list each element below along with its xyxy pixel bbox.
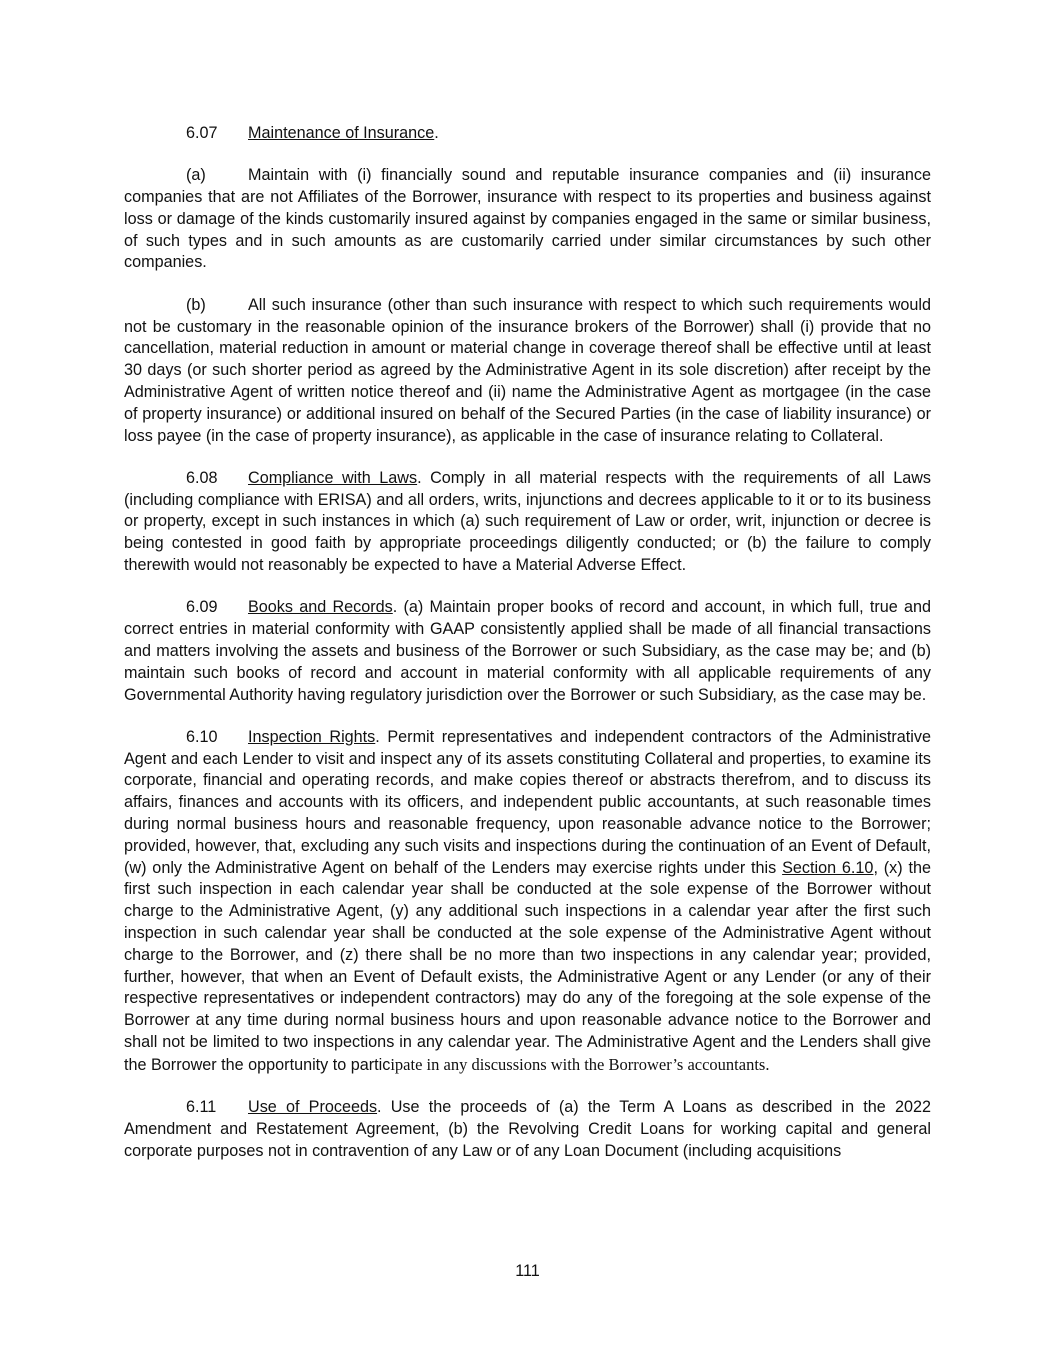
document-page xyxy=(124,123,931,1183)
section-text: . Use the proceeds of (a) the Term A Loans as described in the 2022 Amendment and Restatement Agreement, (b) the Revolving Credit Loans for working capital and general corporate purposes not in contravention of any Law or of any Loan Document (including acquisitions xyxy=(124,1098,931,1160)
section-number: 6.09 xyxy=(186,598,218,617)
section-title: Inspection Rights xyxy=(248,727,376,746)
section-cross-reference: Section 6.10 xyxy=(782,858,874,877)
section-title: Maintenance of Insurance xyxy=(248,124,435,142)
section-title: Books and Records xyxy=(248,598,393,617)
section-text: . Permit representatives and independent contractors of the Administrative Agent and each Lender to visit and inspect any of its assets constituting Collateral and properties, to examine its corporate, financial and operating records, and make copies thereof or abstracts therefrom, and to discuss its affairs, finances and accounts with its officers, and independent public accountants, at such reasonable times during normal business hours and reasonable frequency, upon reasonable advance notice to the Borrower; provided, however, that, excluding any such visits and inspections during the continuation of an Event of Default, (w) only the Administrative Agent on behalf of the Lenders may exercise rights under this xyxy=(124,727,931,877)
section-text: . (a) Maintain proper books of record and account, in which full, true and correct entries in material conformity with GAAP consistently applied shall be made of all financial transactions and matters involving the assets and business of the Borrower or such Subsidiary, as the case may be; and (b) maintain such books of record and account in material conformity with all applicable requirements of any Governmental Authority having regulatory jurisdiction over the Borrower or such Subsidiary, as the case may be. xyxy=(124,598,931,704)
section-6-11 xyxy=(124,1097,931,1162)
section-number: 6.08 xyxy=(186,468,218,487)
clause-label: (b) xyxy=(186,295,206,314)
section-text-continued: , (x) the first such inspection in each calendar year shall be conducted at the sole expense of the Borrower without charge to the Administrative Agent, (y) any additional such inspections in a calendar year after the first such inspection in such calendar year shall be conducted at the sole expense of the Administrative Agent without charge to the Borrower, and (z) there shall be no more than two inspections in any calendar year; provided, further, however, that when an Event of Default exists, the Administrative Agent or any Lender (or any of their respective representatives or independent contractors) may do any of the foregoing at the sole expense of the Borrower at any time during normal business hours and upon reasonable advance notice to the Borrower and shall not be limited to two inspections in any calendar year. The Administrative Agent and the Lenders shall give the Borrower the opportunity to partic xyxy=(124,858,931,1074)
section-title: Use of Proceeds xyxy=(248,1098,378,1117)
section-6-07-heading xyxy=(124,123,931,145)
section-number: 6.10 xyxy=(186,727,218,746)
section-text-tail: ipate in any discussions with the Borrower’s accountants. xyxy=(390,1054,770,1074)
section-title: Compliance with Laws xyxy=(248,468,418,487)
page-number: 111 xyxy=(515,1262,540,1280)
section-6-07-a xyxy=(124,165,931,274)
section-6-10 xyxy=(124,727,931,1077)
clause-label: (a) xyxy=(186,166,206,185)
section-number: 6.07 xyxy=(186,124,218,142)
section-6-08 xyxy=(124,468,931,577)
section-title-punct: . xyxy=(434,124,439,142)
section-6-09 xyxy=(124,597,931,706)
clause-text: All such insurance (other than such insurance with respect to which such requirements would not be customary in the reasonable opinion of the insurance brokers of the Borrower) shall (i) provide that no cancellation, material reduction in amount or material change in coverage thereof shall be effective until at least 30 days (or such shorter period as agreed by the Administrative Agent in its sole discretion) after receipt by the Administrative Agent of written notice thereof and (ii) name the Administrative Agent as mortgagee (in the case of property insurance) or additional insured on behalf of the Secured Parties (in the case of liability insurance) or loss payee (in the case of property insurance), as applicable in the case of insurance relating to Collateral. xyxy=(124,295,931,445)
section-6-07-b xyxy=(124,295,931,448)
section-number: 6.11 xyxy=(186,1098,217,1117)
section-text: . Comply in all material respects with the requirements of all Laws (including compliance with ERISA) and all orders, writs, injunctions and decrees applicable to it or to its business or property, except in such instances in which (a) such requirement of Law or order, writ, injunction or decree is being contested in good faith by appropriate proceedings diligently conducted; or (b) the failure to comply therewith would not reasonably be expected to have a Material Adverse Effect. xyxy=(124,468,931,575)
clause-text: Maintain with (i) financially sound and reputable insurance companies and (ii) insurance companies that are not Affiliates of the Borrower, insurance with respect to its properties and business against loss or damage of the kinds customarily insured against by companies engaged in the same or similar business, of such types and in such amounts as are customarily carried under similar circumstances by such other companies. xyxy=(124,166,931,272)
